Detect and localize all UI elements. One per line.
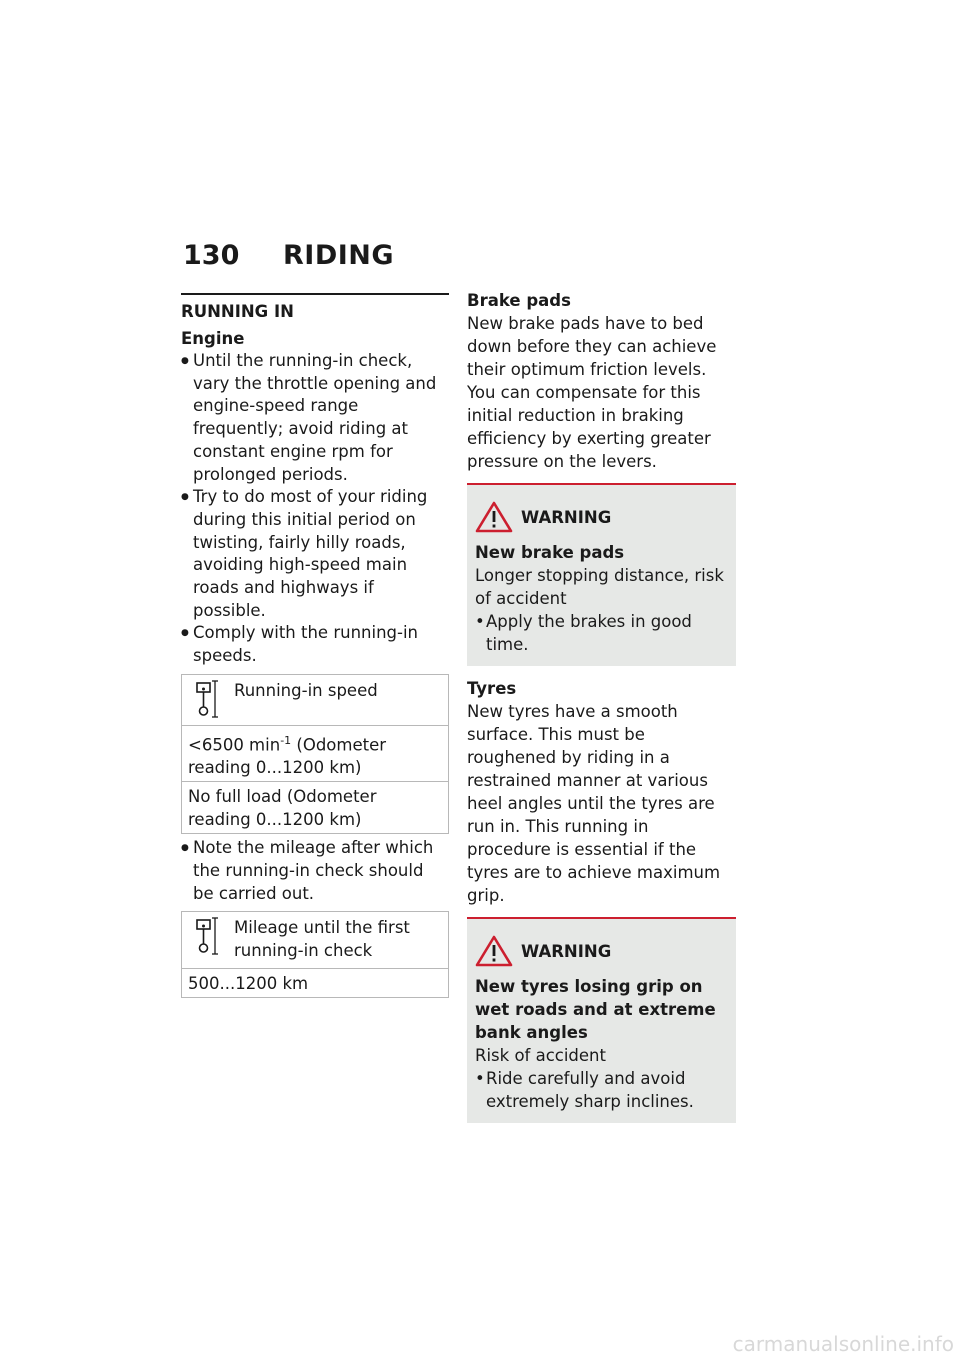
list-item: ● Try to do most of your riding during this initial period on twisting, fairly hilly roads, avoiding high-speed main roads and highways if possible. bbox=[181, 486, 449, 622]
warning-risk: Longer stopping distance, risk of accident bbox=[475, 566, 724, 608]
table-row bbox=[182, 782, 448, 833]
warning-actions bbox=[475, 610, 728, 656]
engine-title: Engine bbox=[181, 329, 245, 348]
warning-risk: Risk of accident bbox=[475, 1046, 606, 1065]
warning-triangle-icon bbox=[475, 501, 513, 533]
warning-title: WARNING bbox=[521, 941, 612, 961]
spec-value: No full load (Odometer reading 0...1200 km) bbox=[188, 787, 377, 830]
engine-bullets bbox=[181, 350, 449, 668]
running-in-speed-table bbox=[181, 674, 449, 835]
table-row bbox=[182, 726, 448, 783]
page-number: 130 bbox=[183, 240, 240, 271]
list-item: ● Note the mileage after which the running-in check should be carried out. bbox=[181, 837, 449, 905]
piston-gauge-icon bbox=[194, 679, 220, 719]
warning-header bbox=[475, 501, 728, 533]
section-divider bbox=[181, 293, 449, 295]
left-column bbox=[181, 293, 449, 998]
list-item: ● Until the running-in check, vary the throttle opening and engine-speed range frequently; avoid riding at constant engine rpm for prolonged periods. bbox=[181, 350, 449, 486]
warning-actions bbox=[475, 1067, 728, 1113]
piston-gauge-icon bbox=[194, 916, 220, 956]
spec-value-suffix: (Odometer reading 0...1200 km) bbox=[188, 735, 387, 778]
brake-pads-text: New brake pads have to bed down before they can achieve their optimum friction levels. You can compensate for this initial reduction in braking efficiency by exerting greater pressure on the levers. bbox=[467, 314, 717, 471]
spec-label: Running-in speed bbox=[234, 680, 378, 700]
mileage-bullets bbox=[181, 837, 449, 905]
list-item: • Ride carefully and avoid extremely sharp inclines. bbox=[475, 1067, 728, 1113]
warning-triangle-icon bbox=[475, 935, 513, 967]
warning-subject: New tyres losing grip on wet roads and at extreme bank angles bbox=[475, 977, 716, 1042]
brake-pads-title: Brake pads bbox=[467, 291, 571, 310]
spec-header bbox=[182, 675, 448, 726]
watermark: carmanualsonline.info bbox=[732, 1332, 954, 1356]
page-header bbox=[183, 240, 394, 280]
list-item: • Apply the brakes in good time. bbox=[475, 610, 728, 656]
list-item: ● Comply with the running-in speeds. bbox=[181, 622, 449, 667]
section-title: RUNNING IN bbox=[181, 302, 294, 321]
tyres-text: New tyres have a smooth surface. This must be roughened by riding in a restrained manner at various heel angles until the tyres are run in. This running in procedure is essential if the tyres are to achieve maximum grip. bbox=[467, 702, 721, 905]
tyres-title: Tyres bbox=[467, 679, 517, 698]
spec-value: <6500 min bbox=[188, 735, 281, 755]
warning-title: WARNING bbox=[521, 507, 612, 527]
warning-header bbox=[475, 935, 728, 967]
mileage-table bbox=[181, 911, 449, 998]
spec-label: Mileage until the first running-in check bbox=[234, 918, 410, 961]
warning-subject: New brake pads bbox=[475, 543, 625, 562]
right-column bbox=[467, 290, 736, 1123]
warning-box-tyres bbox=[467, 917, 736, 1123]
table-row bbox=[182, 969, 448, 997]
spec-superscript: -1 bbox=[280, 733, 292, 747]
chapter-title: RIDING bbox=[283, 240, 395, 271]
spec-header bbox=[182, 912, 448, 969]
warning-box-brake bbox=[467, 483, 736, 666]
spec-value: 500...1200 km bbox=[188, 974, 309, 994]
